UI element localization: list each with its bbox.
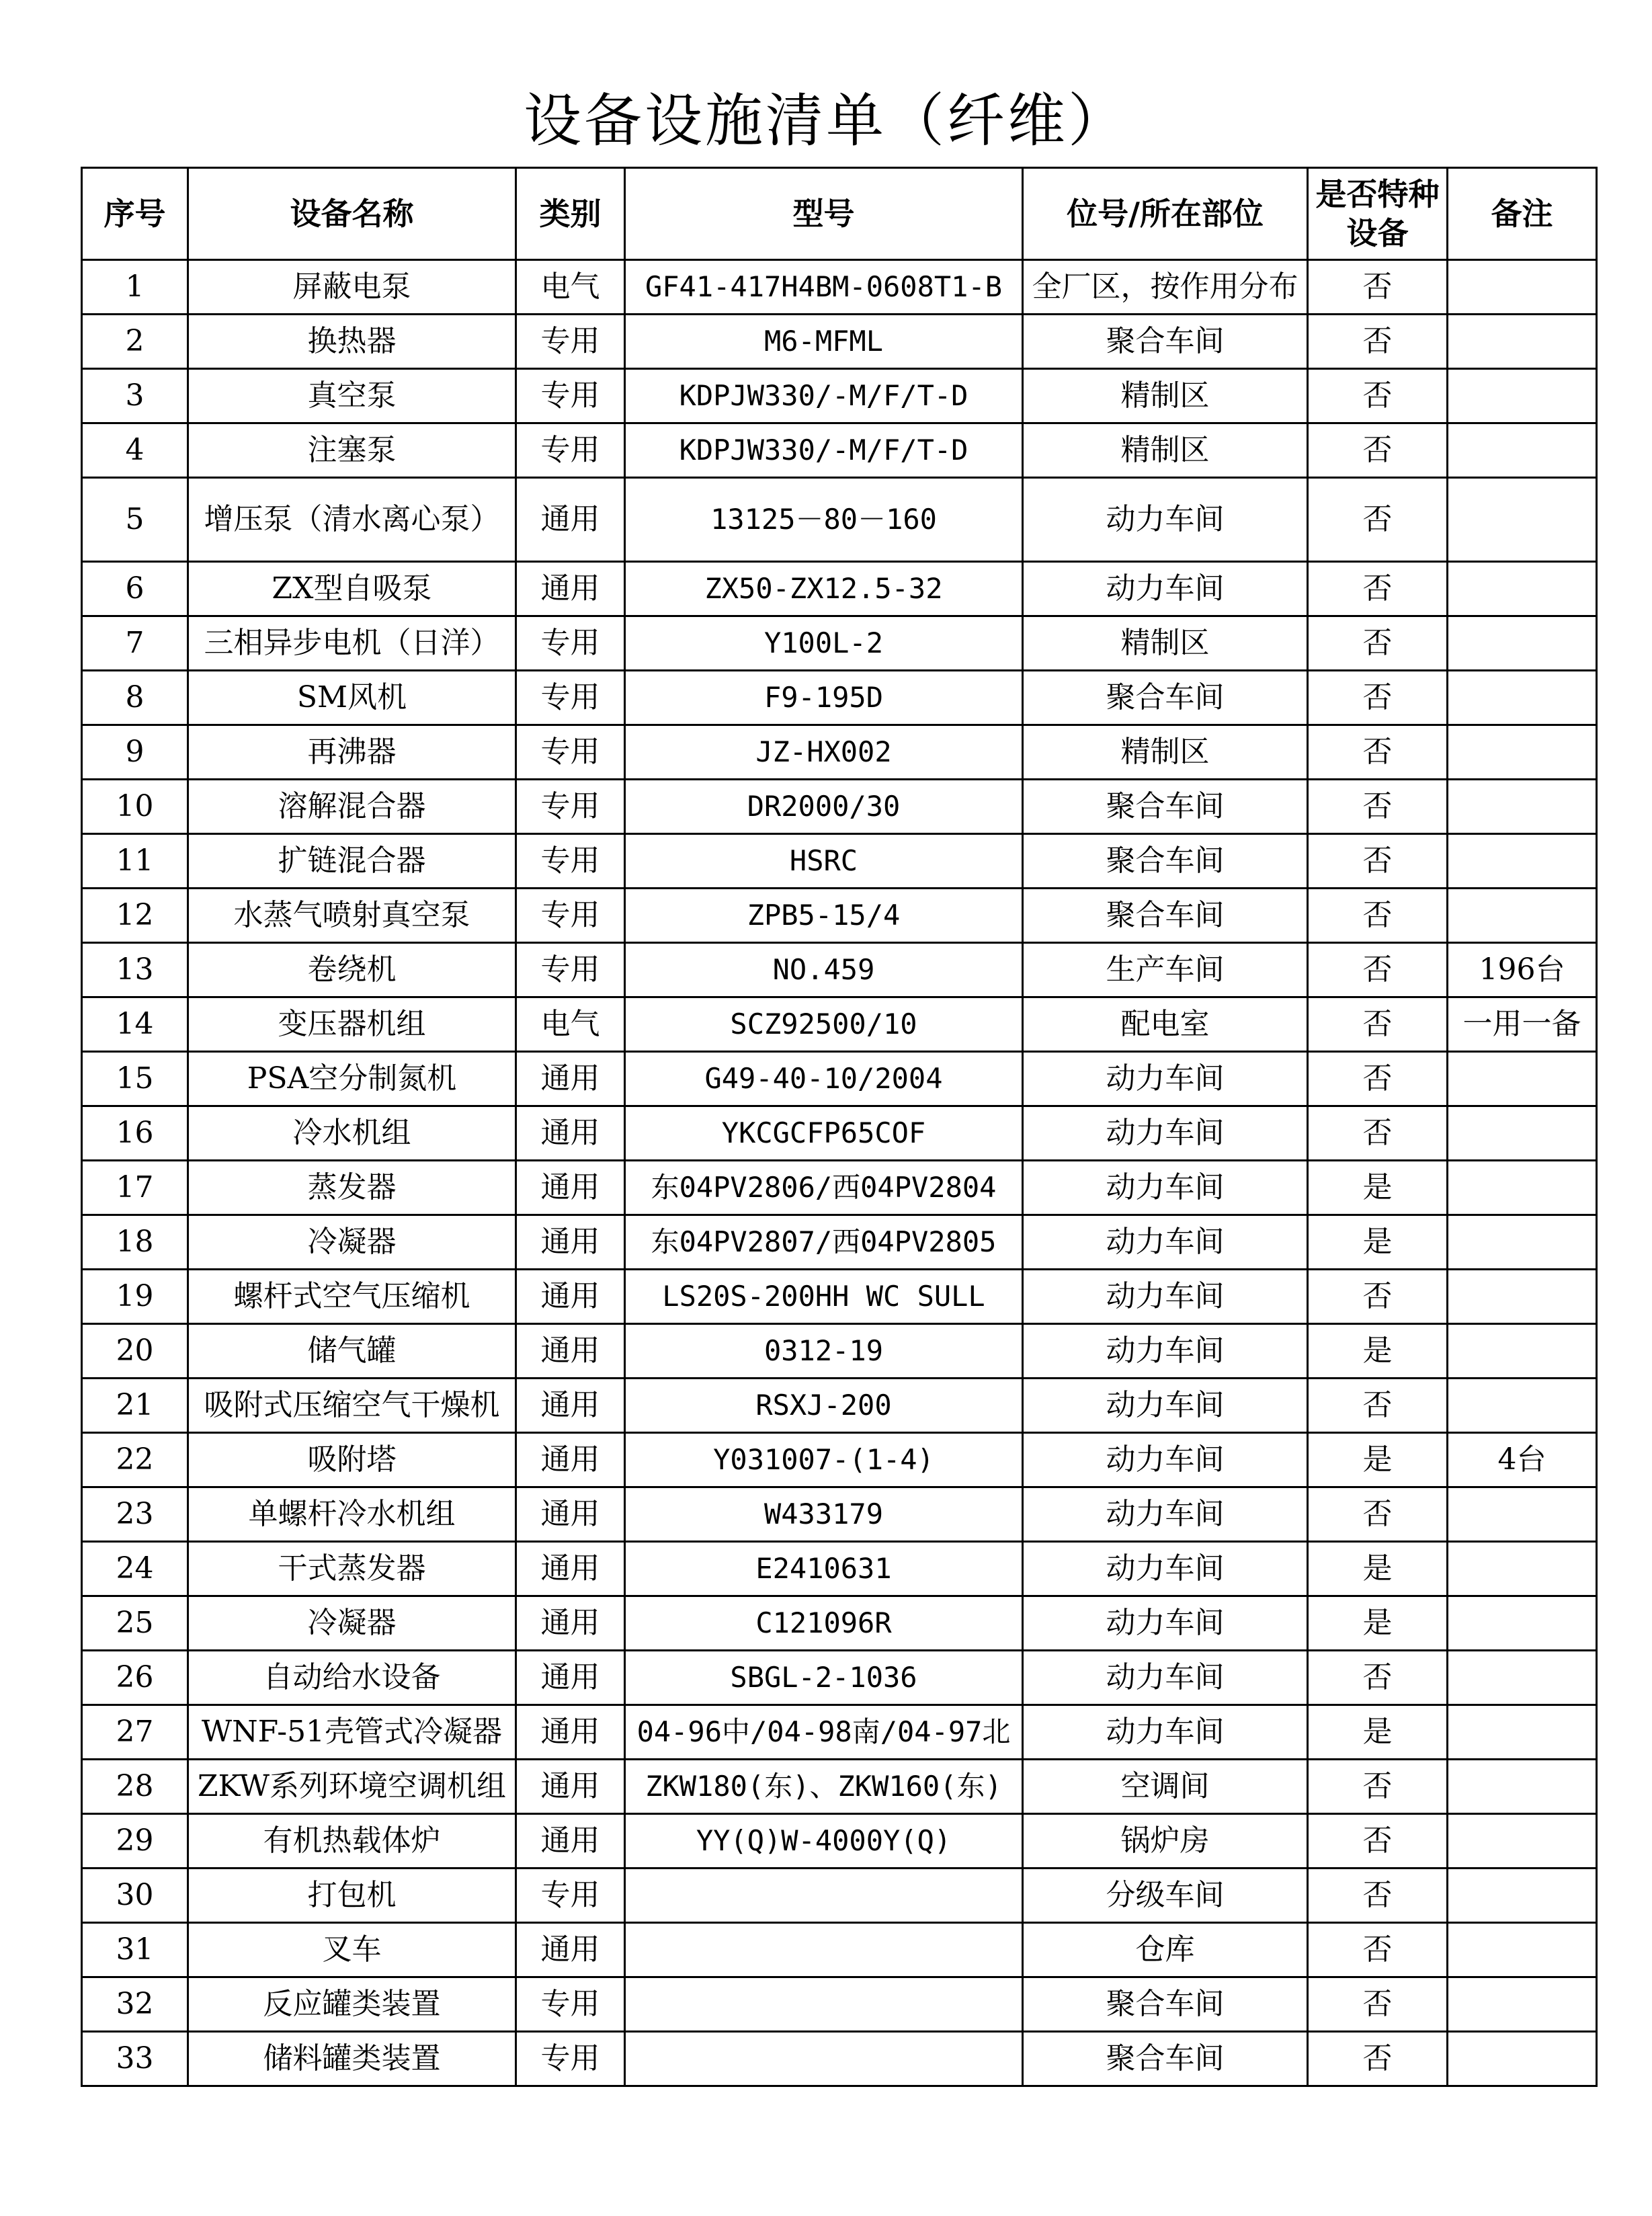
cell-name: 三相异步电机（日洋） <box>188 616 516 671</box>
cell-special: 是 <box>1308 1161 1448 1215</box>
cell-location: 聚合车间 <box>1023 315 1308 369</box>
table-row <box>82 562 1597 616</box>
page-title: 设备设施清单（纤维） <box>524 87 1128 155</box>
cell-special: 否 <box>1308 616 1448 671</box>
cell-model: 04-96中/04-98南/04-97北 <box>625 1705 1023 1760</box>
cell-special: 否 <box>1308 1651 1448 1705</box>
table-row <box>82 1869 1597 1923</box>
table-row <box>82 616 1597 671</box>
cell-model: Y100L-2 <box>625 616 1023 671</box>
cell-model <box>625 1977 1023 2032</box>
cell-category: 专用 <box>516 780 625 834</box>
cell-special: 是 <box>1308 1215 1448 1270</box>
cell-name: 真空泵 <box>188 369 516 423</box>
column-header-location: 位号/所在部位 <box>1023 168 1308 260</box>
cell-category: 电气 <box>516 997 625 1052</box>
cell-special: 是 <box>1308 1596 1448 1651</box>
table-row <box>82 1433 1597 1487</box>
cell-remark: 一用一备 <box>1448 997 1597 1052</box>
table-row <box>82 1324 1597 1379</box>
table-row <box>82 1106 1597 1161</box>
cell-category: 通用 <box>516 1760 625 1814</box>
cell-no: 19 <box>82 1270 188 1324</box>
cell-special: 否 <box>1308 423 1448 478</box>
cell-remark: 196台 <box>1448 943 1597 997</box>
cell-special: 否 <box>1308 260 1448 315</box>
cell-remark <box>1448 562 1597 616</box>
cell-name: 储料罐类装置 <box>188 2032 516 2086</box>
cell-location: 动力车间 <box>1023 478 1308 562</box>
cell-no: 22 <box>82 1433 188 1487</box>
cell-category: 专用 <box>516 1869 625 1923</box>
table-row <box>82 1760 1597 1814</box>
cell-location: 精制区 <box>1023 423 1308 478</box>
cell-name: 反应罐类装置 <box>188 1977 516 2032</box>
cell-model: JZ-HX002 <box>625 725 1023 780</box>
cell-special: 是 <box>1308 1324 1448 1379</box>
cell-no: 10 <box>82 780 188 834</box>
cell-name: 蒸发器 <box>188 1161 516 1215</box>
cell-no: 5 <box>82 478 188 562</box>
cell-category: 通用 <box>516 1542 625 1596</box>
cell-remark: 4台 <box>1448 1433 1597 1487</box>
cell-remark <box>1448 1379 1597 1433</box>
table-row <box>82 2032 1597 2086</box>
table-row <box>82 423 1597 478</box>
cell-no: 11 <box>82 834 188 889</box>
cell-name: 打包机 <box>188 1869 516 1923</box>
cell-category: 通用 <box>516 1705 625 1760</box>
cell-location: 动力车间 <box>1023 1651 1308 1705</box>
cell-location: 动力车间 <box>1023 1270 1308 1324</box>
cell-name: 吸附塔 <box>188 1433 516 1487</box>
cell-remark <box>1448 1814 1597 1869</box>
cell-model <box>625 1869 1023 1923</box>
cell-category: 通用 <box>516 1814 625 1869</box>
table-row <box>82 1977 1597 2032</box>
cell-remark <box>1448 725 1597 780</box>
cell-special: 否 <box>1308 1052 1448 1106</box>
cell-category: 通用 <box>516 1215 625 1270</box>
cell-model: 东04PV2807/西04PV2805 <box>625 1215 1023 1270</box>
cell-model: ZPB5-15/4 <box>625 889 1023 943</box>
cell-location: 动力车间 <box>1023 1596 1308 1651</box>
cell-name: 变压器机组 <box>188 997 516 1052</box>
cell-category: 通用 <box>516 1379 625 1433</box>
cell-location: 动力车间 <box>1023 562 1308 616</box>
cell-model: DR2000/30 <box>625 780 1023 834</box>
cell-name: 水蒸气喷射真空泵 <box>188 889 516 943</box>
cell-category: 专用 <box>516 315 625 369</box>
cell-model <box>625 1923 1023 1977</box>
cell-model: C121096R <box>625 1596 1023 1651</box>
cell-category: 通用 <box>516 1923 625 1977</box>
cell-no: 26 <box>82 1651 188 1705</box>
cell-name: 溶解混合器 <box>188 780 516 834</box>
column-header-special: 是否特种设备 <box>1308 168 1448 260</box>
cell-no: 8 <box>82 671 188 725</box>
table-row <box>82 889 1597 943</box>
cell-remark <box>1448 1596 1597 1651</box>
cell-category: 专用 <box>516 369 625 423</box>
cell-name: ZKW系列环境空调机组 <box>188 1760 516 1814</box>
cell-category: 通用 <box>516 1433 625 1487</box>
table-row <box>82 1487 1597 1542</box>
cell-category: 通用 <box>516 562 625 616</box>
cell-location: 动力车间 <box>1023 1161 1308 1215</box>
table-row <box>82 1923 1597 1977</box>
cell-special: 否 <box>1308 1814 1448 1869</box>
table-row <box>82 369 1597 423</box>
cell-name: 冷水机组 <box>188 1106 516 1161</box>
table-row <box>82 1215 1597 1270</box>
cell-special: 否 <box>1308 889 1448 943</box>
table-row <box>82 1814 1597 1869</box>
cell-special: 否 <box>1308 1869 1448 1923</box>
cell-name: 叉车 <box>188 1923 516 1977</box>
cell-special: 否 <box>1308 1270 1448 1324</box>
cell-location: 分级车间 <box>1023 1869 1308 1923</box>
column-header-model: 型号 <box>625 168 1023 260</box>
cell-special: 否 <box>1308 671 1448 725</box>
cell-name: PSA空分制氮机 <box>188 1052 516 1106</box>
table-row <box>82 1596 1597 1651</box>
table-row <box>82 725 1597 780</box>
cell-special: 否 <box>1308 369 1448 423</box>
cell-location: 聚合车间 <box>1023 780 1308 834</box>
cell-special: 否 <box>1308 315 1448 369</box>
cell-remark <box>1448 1760 1597 1814</box>
cell-special: 是 <box>1308 1433 1448 1487</box>
equipment-table <box>81 167 1598 2087</box>
cell-remark <box>1448 2032 1597 2086</box>
cell-remark <box>1448 1651 1597 1705</box>
cell-model: E2410631 <box>625 1542 1023 1596</box>
table-row <box>82 1270 1597 1324</box>
cell-location: 聚合车间 <box>1023 671 1308 725</box>
cell-remark <box>1448 423 1597 478</box>
cell-model: Y031007-(1-4) <box>625 1433 1023 1487</box>
cell-name: 扩链混合器 <box>188 834 516 889</box>
table-header-row <box>82 168 1597 260</box>
table-row <box>82 1052 1597 1106</box>
cell-location: 动力车间 <box>1023 1487 1308 1542</box>
cell-special: 否 <box>1308 2032 1448 2086</box>
cell-model: KDPJW330/-M/F/T-D <box>625 423 1023 478</box>
cell-category: 专用 <box>516 616 625 671</box>
cell-name: ZX型自吸泵 <box>188 562 516 616</box>
cell-remark <box>1448 616 1597 671</box>
cell-location: 动力车间 <box>1023 1379 1308 1433</box>
cell-no: 12 <box>82 889 188 943</box>
cell-special: 否 <box>1308 943 1448 997</box>
cell-no: 3 <box>82 369 188 423</box>
cell-model: LS20S-200HH WC SULL <box>625 1270 1023 1324</box>
cell-no: 15 <box>82 1052 188 1106</box>
cell-name: 冷凝器 <box>188 1596 516 1651</box>
cell-remark <box>1448 1161 1597 1215</box>
cell-name: 屏蔽电泵 <box>188 260 516 315</box>
cell-no: 23 <box>82 1487 188 1542</box>
cell-remark <box>1448 1052 1597 1106</box>
cell-no: 1 <box>82 260 188 315</box>
table-body <box>82 260 1597 2086</box>
cell-model: GF41-417H4BM-0608T1-B <box>625 260 1023 315</box>
cell-remark <box>1448 671 1597 725</box>
cell-no: 2 <box>82 315 188 369</box>
cell-remark <box>1448 1977 1597 2032</box>
table-row <box>82 260 1597 315</box>
cell-no: 6 <box>82 562 188 616</box>
cell-category: 专用 <box>516 725 625 780</box>
cell-name: 自动给水设备 <box>188 1651 516 1705</box>
cell-no: 31 <box>82 1923 188 1977</box>
cell-no: 18 <box>82 1215 188 1270</box>
cell-special: 否 <box>1308 1977 1448 2032</box>
cell-no: 27 <box>82 1705 188 1760</box>
cell-remark <box>1448 1487 1597 1542</box>
cell-location: 空调间 <box>1023 1760 1308 1814</box>
cell-name: WNF-51壳管式冷凝器 <box>188 1705 516 1760</box>
cell-model: NO.459 <box>625 943 1023 997</box>
table-row <box>82 834 1597 889</box>
cell-special: 是 <box>1308 1705 1448 1760</box>
cell-special: 否 <box>1308 1487 1448 1542</box>
cell-category: 专用 <box>516 889 625 943</box>
cell-no: 21 <box>82 1379 188 1433</box>
cell-no: 14 <box>82 997 188 1052</box>
cell-special: 否 <box>1308 1106 1448 1161</box>
cell-category: 专用 <box>516 834 625 889</box>
cell-special: 否 <box>1308 478 1448 562</box>
cell-name: 单螺杆冷水机组 <box>188 1487 516 1542</box>
cell-name: 注塞泵 <box>188 423 516 478</box>
cell-remark <box>1448 780 1597 834</box>
cell-location: 动力车间 <box>1023 1052 1308 1106</box>
cell-location: 动力车间 <box>1023 1324 1308 1379</box>
cell-model: ZX50-ZX12.5-32 <box>625 562 1023 616</box>
cell-name: 储气罐 <box>188 1324 516 1379</box>
cell-no: 20 <box>82 1324 188 1379</box>
table-row <box>82 478 1597 562</box>
cell-special: 否 <box>1308 834 1448 889</box>
cell-model <box>625 2032 1023 2086</box>
table-row <box>82 780 1597 834</box>
cell-model: F9-195D <box>625 671 1023 725</box>
cell-no: 7 <box>82 616 188 671</box>
cell-location: 聚合车间 <box>1023 889 1308 943</box>
cell-category: 通用 <box>516 1270 625 1324</box>
cell-no: 17 <box>82 1161 188 1215</box>
cell-location: 动力车间 <box>1023 1542 1308 1596</box>
cell-remark <box>1448 1324 1597 1379</box>
cell-special: 是 <box>1308 1542 1448 1596</box>
cell-name: 换热器 <box>188 315 516 369</box>
cell-location: 动力车间 <box>1023 1705 1308 1760</box>
cell-category: 通用 <box>516 1487 625 1542</box>
column-header-name: 设备名称 <box>188 168 516 260</box>
cell-remark <box>1448 889 1597 943</box>
cell-no: 29 <box>82 1814 188 1869</box>
cell-category: 通用 <box>516 1651 625 1705</box>
cell-model: M6-MFML <box>625 315 1023 369</box>
cell-no: 25 <box>82 1596 188 1651</box>
cell-category: 通用 <box>516 1106 625 1161</box>
cell-no: 16 <box>82 1106 188 1161</box>
table-row <box>82 1705 1597 1760</box>
column-header-category: 类别 <box>516 168 625 260</box>
cell-model: 13125－80－160 <box>625 478 1023 562</box>
cell-remark <box>1448 1270 1597 1324</box>
cell-location: 聚合车间 <box>1023 2032 1308 2086</box>
cell-category: 通用 <box>516 478 625 562</box>
cell-model: SBGL-2-1036 <box>625 1651 1023 1705</box>
cell-name: 冷凝器 <box>188 1215 516 1270</box>
cell-model: YY(Q)W-4000Y(Q) <box>625 1814 1023 1869</box>
cell-no: 33 <box>82 2032 188 2086</box>
cell-name: 再沸器 <box>188 725 516 780</box>
cell-model: RSXJ-200 <box>625 1379 1023 1433</box>
cell-location: 锅炉房 <box>1023 1814 1308 1869</box>
cell-location: 聚合车间 <box>1023 1977 1308 2032</box>
cell-remark <box>1448 260 1597 315</box>
cell-no: 24 <box>82 1542 188 1596</box>
cell-remark <box>1448 1869 1597 1923</box>
cell-model: W433179 <box>625 1487 1023 1542</box>
cell-remark <box>1448 369 1597 423</box>
table-row <box>82 315 1597 369</box>
cell-name: SM风机 <box>188 671 516 725</box>
table-row <box>82 997 1597 1052</box>
cell-location: 精制区 <box>1023 616 1308 671</box>
cell-category: 电气 <box>516 260 625 315</box>
cell-special: 否 <box>1308 997 1448 1052</box>
cell-category: 专用 <box>516 1977 625 2032</box>
cell-name: 增压泵（清水离心泵） <box>188 478 516 562</box>
cell-remark <box>1448 1923 1597 1977</box>
cell-category: 通用 <box>516 1052 625 1106</box>
cell-location: 动力车间 <box>1023 1433 1308 1487</box>
cell-remark <box>1448 834 1597 889</box>
cell-special: 否 <box>1308 780 1448 834</box>
table-row <box>82 1651 1597 1705</box>
cell-category: 通用 <box>516 1324 625 1379</box>
cell-location: 聚合车间 <box>1023 834 1308 889</box>
cell-name: 卷绕机 <box>188 943 516 997</box>
table-row <box>82 1379 1597 1433</box>
cell-name: 有机热载体炉 <box>188 1814 516 1869</box>
cell-category: 专用 <box>516 671 625 725</box>
cell-location: 仓库 <box>1023 1923 1308 1977</box>
cell-location: 动力车间 <box>1023 1106 1308 1161</box>
cell-remark <box>1448 1106 1597 1161</box>
cell-category: 专用 <box>516 2032 625 2086</box>
table-row <box>82 671 1597 725</box>
cell-name: 吸附式压缩空气干燥机 <box>188 1379 516 1433</box>
cell-model: SCZ92500/10 <box>625 997 1023 1052</box>
column-header-remark: 备注 <box>1448 168 1597 260</box>
cell-special: 否 <box>1308 725 1448 780</box>
table-row <box>82 1542 1597 1596</box>
cell-no: 13 <box>82 943 188 997</box>
cell-no: 30 <box>82 1869 188 1923</box>
cell-no: 4 <box>82 423 188 478</box>
cell-model: G49-40-10/2004 <box>625 1052 1023 1106</box>
cell-location: 配电室 <box>1023 997 1308 1052</box>
cell-location: 精制区 <box>1023 369 1308 423</box>
cell-special: 否 <box>1308 1379 1448 1433</box>
cell-model: KDPJW330/-M/F/T-D <box>625 369 1023 423</box>
cell-remark <box>1448 1542 1597 1596</box>
cell-remark <box>1448 1215 1597 1270</box>
cell-no: 28 <box>82 1760 188 1814</box>
table-row <box>82 1161 1597 1215</box>
cell-model: 东04PV2806/西04PV2804 <box>625 1161 1023 1215</box>
cell-location: 全厂区，按作用分布 <box>1023 260 1308 315</box>
cell-remark <box>1448 1705 1597 1760</box>
cell-special: 否 <box>1308 1760 1448 1814</box>
cell-special: 否 <box>1308 562 1448 616</box>
cell-category: 通用 <box>516 1596 625 1651</box>
cell-location: 精制区 <box>1023 725 1308 780</box>
cell-name: 干式蒸发器 <box>188 1542 516 1596</box>
cell-model: HSRC <box>625 834 1023 889</box>
cell-model: ZKW180(东)、ZKW160(东) <box>625 1760 1023 1814</box>
cell-no: 9 <box>82 725 188 780</box>
cell-category: 专用 <box>516 423 625 478</box>
cell-model: YKCGCFP65COF <box>625 1106 1023 1161</box>
table-row <box>82 943 1597 997</box>
cell-remark <box>1448 478 1597 562</box>
cell-name: 螺杆式空气压缩机 <box>188 1270 516 1324</box>
cell-category: 通用 <box>516 1161 625 1215</box>
cell-special: 否 <box>1308 1923 1448 1977</box>
cell-no: 32 <box>82 1977 188 2032</box>
cell-model: 0312-19 <box>625 1324 1023 1379</box>
cell-location: 生产车间 <box>1023 943 1308 997</box>
cell-location: 动力车间 <box>1023 1215 1308 1270</box>
cell-category: 专用 <box>516 943 625 997</box>
column-header-no: 序号 <box>82 168 188 260</box>
cell-remark <box>1448 315 1597 369</box>
